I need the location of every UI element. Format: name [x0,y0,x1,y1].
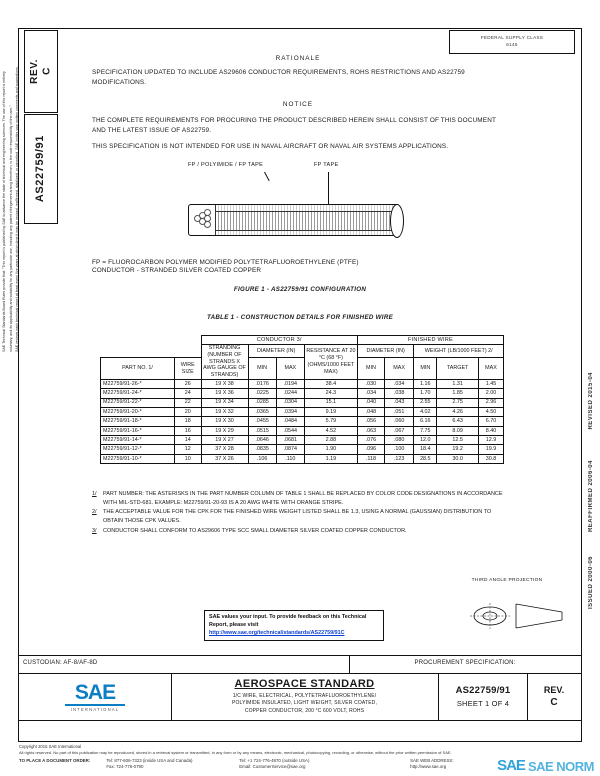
col-header-w-target: TARGET [437,358,479,379]
note-item [92,508,504,525]
title-block [19,655,581,741]
table-cell-w_target: 12.5 [437,436,479,445]
col-header-stranding: STRANDING (NUMBER OF STRANDS X AWG GAUGE OF STRANDS) [201,345,248,380]
construction-details-table [100,335,504,464]
table-cell-part_no: M22759/91-20-* [101,407,175,416]
rationale-body: SPECIFICATION UPDATED TO INCLUDE AS29606 CONDUCTOR REQUIREMENTS, ROHS RESTRICTIONS AND AS22759 MODIFICATIONS. [92,69,465,87]
table-cell-stranding: 19 X 29 [201,426,248,435]
feedback-link[interactable]: http://www.sae.org/technical/standards/AS22759/91C [209,630,345,637]
fsc-label: FEDERAL SUPPLY CLASS [480,35,544,41]
standard-title-cell [171,673,439,720]
table-cell-w_target: 4.26 [437,407,479,416]
fsc-value: 6145 [506,42,518,47]
table-cell-w_max: 1.45 [478,379,503,388]
table-cell-w_max: 30.8 [478,454,503,463]
table-cell-fd_min: .063 [357,426,384,435]
legal-line-3: SAE reviews each technical report at least every five years at which time it may be revised, reaffirmed, stabilized, or cancelled. SAE invites your written comments and suggestions. [15,66,20,352]
table-body [101,379,504,464]
table-cell-resistance: 24.3 [304,389,357,398]
table-cell-stranding: 19 X 32 [201,407,248,416]
table-cell-fd_max: .080 [384,436,413,445]
table-cell-resistance: 5.79 [304,417,357,426]
order-label: TO PLACE A DOCUMENT ORDER: [19,757,91,763]
table-cell-w_target: 19.2 [437,445,479,454]
table-units-row [101,358,504,379]
revision-box [24,30,58,113]
table-cell-cd_min: .0225 [248,389,276,398]
table-cell-wire_size: 24 [175,389,202,398]
web-address: http://www.sae.org [410,764,447,770]
table-cell-cd_max: .0394 [276,407,304,416]
email-address: Email: CustomerService@sae.org [239,764,306,770]
table-row [101,436,504,445]
sae-logo-bar [65,704,125,706]
standard-subtitle-line-2: POLYIMIDE INSULATED, LIGHT WEIGHT, SILVER COATED, [232,700,377,707]
col-header-cd-min: MIN [248,358,276,379]
table-cell-fd_max: .123 [384,454,413,463]
table-row [101,445,504,454]
projection-symbol-icon [444,590,574,632]
feedback-line-2: on this Technical Report, please visit [209,614,367,629]
table-cell-w_target: 8.09 [437,426,479,435]
table-cell-resistance: 1.90 [304,445,357,454]
table-cell-w_min: 12.0 [414,436,437,445]
table-cell-wire_size: 12 [175,445,202,454]
table-cell-w_max: 19.9 [478,445,503,454]
table-head [101,336,504,380]
table-cell-wire_size: 16 [175,426,202,435]
table-cell-fd_max: .038 [384,389,413,398]
date-issued: ISSUED 2000-06 [588,556,594,610]
title-block-doc-number: AS22759/91 [455,685,511,696]
table-cell-cd_max: .0874 [276,445,304,454]
table-cell-cd_max: .0484 [276,417,304,426]
standard-subtitle [232,693,377,716]
table-cell-wire_size: 14 [175,436,202,445]
table-row [101,379,504,388]
table-cell-stranding: 19 X 38 [201,379,248,388]
table-cell-cd_min: .0455 [248,417,276,426]
table-cell-part_no: M22759/91-16-* [101,426,175,435]
title-block-rev-value: C [550,697,558,708]
order-contact-col-2 [239,758,410,771]
rationale-heading: RATIONALE [275,55,321,62]
table-cell-part_no: M22759/91-10-* [101,454,175,463]
table-cell-fd_max: .100 [384,445,413,454]
table-row [101,426,504,435]
table-cell-part_no: M22759/91-26-* [101,379,175,388]
note-text: THE ACCEPTABLE VALUE FOR THE CPK FOR THE FINISHED WIRE WEIGHT LISTED SHALL BE 1.3, USING A NORMAL (GAUSSIAN) DISTRIBUTION TO OBTAIN THOSE CPK VALUES. [103,509,492,525]
table-cell-part_no: M22759/91-24-* [101,389,175,398]
feedback-box [204,610,384,641]
fax-number: Fax: 724-776-0790 [106,764,144,770]
table-cell-resistance: 2.88 [304,436,357,445]
table-row [101,407,504,416]
table-cell-fd_min: .048 [357,407,384,416]
table-cell-w_min: 6.16 [414,417,437,426]
leader-line-right [328,172,329,204]
table-cell-fd_min: .076 [357,436,384,445]
table-cell-fd_min: .096 [357,445,384,454]
table-cell-w_min: 1.70 [414,389,437,398]
table-cell-stranding: 19 X 36 [201,389,248,398]
table-cell-cd_min: .0285 [248,398,276,407]
note-item [92,490,504,507]
table-cell-w_min: 4.02 [414,407,437,416]
document-number-cell [439,673,528,720]
col-header-w-max: MAX [478,358,503,379]
table-cell-fd_max: .034 [384,379,413,388]
table-cell-fd_max: .060 [384,417,413,426]
table-cell-w_max: 6.70 [478,417,503,426]
table-caption: TABLE 1 - CONSTRUCTION DETAILS FOR FINISHED WIRE [206,314,394,321]
table-cell-cd_min: .0365 [248,407,276,416]
table-cell-part_no: M22759/91-18-* [101,417,175,426]
footer-watermark [497,757,594,774]
tel-international: Tel: +1 724-776-4970 (outside USA) [239,757,310,763]
rights-line: All rights reserved. No part of this publication may be reproduced, stored in a retrieval system or transmitted, in any form or by any means, electronic, mechanical, photocopying, recording, or otherwise, without the prior written permission of SAE. [19,750,452,756]
sae-logo-text: SAE [74,680,116,704]
sae-logo-subtext: INTERNATIONAL [70,706,120,712]
table-cell-w_max: 2.96 [478,398,503,407]
table-group-header-row [101,336,504,345]
table-row [101,417,504,426]
table-cell-fd_min: .056 [357,417,384,426]
date-revised: REVISED 2015-04 [588,372,594,430]
feedback-line-1: SAE values your input. To provide feedback [209,614,322,620]
table-cell-fd_min: .034 [357,389,384,398]
leader-line-left [264,172,270,181]
col-header-weight: WEIGHT (LB/1000 FEET) 2/ [414,345,504,358]
table-cell-stranding: 37 X 28 [201,445,248,454]
custodian-text: CUSTODIAN: AF-8/AF-8D [23,660,98,666]
table-cell-wire_size: 10 [175,454,202,463]
note-marker: 3/ [92,527,97,534]
revision-label: REV. [28,59,40,84]
col-header-w-min: MIN [414,358,437,379]
tel-usa: Tel: 877-606-7323 (inside USA and Canada) [106,757,193,763]
watermark-logo-1: SAE [497,757,525,774]
projection-label: THIRD ANGLE PROJECTION [471,578,543,583]
standard-title: AEROSPACE STANDARD [234,677,375,690]
table-cell-w_min: 1.16 [414,379,437,388]
table-cell-cd_min: .106 [248,454,276,463]
legal-line-2: voluntary, and its applicability and suitability for any particular use, including any patent infringement arising therefrom, is the sole responsibility of the user." [8,105,13,352]
table-cell-w_min: 7.75 [414,426,437,435]
web-address-label: SAE WEB ADDRESS: [410,757,454,763]
table-cell-w_min: 18.4 [414,445,437,454]
table-cell-wire_size: 18 [175,417,202,426]
watermark-logo-2: SAE NORM [527,759,594,774]
table-cell-resistance: 9.19 [304,407,357,416]
title-block-rev-label: REV. [543,685,565,695]
table-cell-resistance: 4.52 [304,426,357,435]
table-cell-cd_min: .0515 [248,426,276,435]
sheet-number: SHEET 1 OF 4 [456,699,510,708]
cable-figure [92,160,504,256]
table-cell-resistance: 1.19 [304,454,357,463]
table-cell-wire_size: 22 [175,398,202,407]
table-cell-cd_max: .0681 [276,436,304,445]
document-number-box [24,114,58,224]
table-row [101,454,504,463]
note-text: PART NUMBER: THE ASTERISKS IN THE PART NUMBER COLUMN OF TABLE 1 SHALL BE REPLACED BY COLOR CODE DESIGNATIONS IN ACCORDANCE WITH MIL-STD-681. EXAMPLE: M22759/91-20-93 IS A 20 AWG WHITE WITH ORANGE STRIPE. [103,491,503,506]
table-cell-fd_max: .043 [384,398,413,407]
table-cell-w_max: 2.00 [478,389,503,398]
table-cell-w_target: 1.31 [437,379,479,388]
table-cell-part_no: M22759/91-12-* [101,445,175,454]
figure-caption: FIGURE 1 - AS22759/91 CONFIGURATION [233,286,367,293]
standard-subtitle-line-1: 1/C WIRE, ELECTRICAL, POLYTETRAFLUOROETHYLENE/ [232,692,377,699]
col-header-part-no: PART NO. 1/ [101,358,175,379]
table-cell-stranding: 37 X 26 [201,454,248,463]
table-cell-fd_max: .051 [384,407,413,416]
notice-paragraph-2: THIS SPECIFICATION IS NOT INTENDED FOR USE IN NAVAL AIRCRAFT OR NAVAL AIR SYSTEMS APPLICATIONS. [92,143,449,150]
document-number-text: AS22759/91 [34,135,47,203]
table-cell-fd_min: .040 [357,398,384,407]
table-cell-w_max: 4.50 [478,407,503,416]
table-cell-fd_min: .030 [357,379,384,388]
note-text: CONDUCTOR SHALL CONFORM TO AS29606 TYPE SCC SMALL DIAMETER SILVER COATED COPPER CONDUCTOR. [103,527,407,534]
table-cell-cd_max: .0304 [276,398,304,407]
table-cell-resistance: 38.4 [304,379,357,388]
table-cell-w_target: 6.43 [437,417,479,426]
col-header-conductor-diameter: DIAMETER (IN) [248,345,304,358]
table-cell-cd_max: .0544 [276,426,304,435]
table-cell-w_target: 1.85 [437,389,479,398]
group-header-finished-wire: FINISHED WIRE [357,336,503,345]
table-cell-part_no: M22759/91-14-* [101,436,175,445]
table-row [101,398,504,407]
notice-paragraph-1: THE COMPLETE REQUIREMENTS FOR PROCURING THE PRODUCT DESCRIBED HEREIN SHALL CONSIST OF THIS DOCUMENT AND THE LATEST ISSUE OF AS22759. [92,117,496,135]
table-cell-w_min: 2.55 [414,398,437,407]
federal-supply-class-box [449,30,575,54]
figure-legend-line-2: CONDUCTOR - STRANDED SILVER COATED COPPER [92,267,262,274]
title-block-row-top [19,656,581,674]
table-cell-fd_min: .118 [357,454,384,463]
note-marker: 1/ [92,491,97,497]
table-cell-w_target: 30.0 [437,454,479,463]
table-cell-cd_max: .0244 [276,389,304,398]
cable-cutaway [189,205,216,235]
cable-insulation-layer [189,211,399,231]
note-marker: 2/ [92,509,97,516]
table-cell-wire_size: 26 [175,379,202,388]
table-cell-stranding: 19 X 34 [201,398,248,407]
table-cell-w_target: 2.75 [437,398,479,407]
copyright-line: Copyright 2015 SAE International [19,744,82,749]
table-row [101,389,504,398]
table-cell-fd_max: .067 [384,426,413,435]
col-header-wire-size: WIRE SIZE [175,358,202,379]
table-cell-cd_min: .0646 [248,436,276,445]
date-reaffirmed: REAFFIRMED 2006-04 [588,460,594,533]
third-angle-projection [438,578,576,636]
group-header-conductor: CONDUCTOR 3/ [201,336,357,345]
table-cell-stranding: 19 X 30 [201,417,248,426]
col-header-fd-max: MAX [384,358,413,379]
table-cell-cd_max: .110 [276,454,304,463]
legal-line-1: SAE Technical Standards Board Rules provide that: "This report is published by SAE to advance the state of technical and engineering sciences. The use of this report is entirely [2,71,6,352]
col-header-cd-max: MAX [276,358,304,379]
table-cell-w_max: 8.40 [478,426,503,435]
col-header-fd-min: MIN [357,358,384,379]
table-cell-w_max: 12.9 [478,436,503,445]
order-contact-col-1 [106,758,239,771]
figure-callout-left: FP / POLYIMIDE / FP TAPE [188,162,264,168]
col-header-finished-diameter: DIAMETER (IN) [357,345,413,358]
revision-box-text [29,59,54,84]
table-cell-cd_max: .0194 [276,379,304,388]
table-cell-wire_size: 20 [175,407,202,416]
table-notes [92,490,504,536]
title-block-revision-cell [527,673,581,720]
table-cell-cd_min: .0176 [248,379,276,388]
notice-heading: NOTICE [282,101,314,108]
col-header-resistance: RESISTANCE AT 20 °C (68 °F) (OHMS/1000 FEET MAX) [304,345,357,380]
revision-value: C [41,67,52,76]
title-block-row-main [19,673,581,721]
table-cell-cd_min: .0835 [248,445,276,454]
note-item [92,527,504,536]
procurement-specification-text: PROCUREMENT SPECIFICATION: [414,660,516,666]
cable-end-cap [390,204,404,238]
table-cell-resistance: 15.1 [304,398,357,407]
table-cell-stranding: 19 X 27 [201,436,248,445]
cable-body [188,204,400,236]
figure-callout-right: FP TAPE [314,162,339,168]
table-cell-part_no: M22759/91-22-* [101,398,175,407]
figure-legend-line-1: FP = FLUOROCARBON POLYMER MODIFIED POLYTETRAFLUOROETHYLENE (PTFE) [92,259,359,266]
table-cell-w_min: 28.5 [414,454,437,463]
standard-subtitle-line-3: COPPER CONDUCTOR, 200 °C 600 VOLT, ROHS [244,707,365,714]
sae-logo [19,673,172,720]
